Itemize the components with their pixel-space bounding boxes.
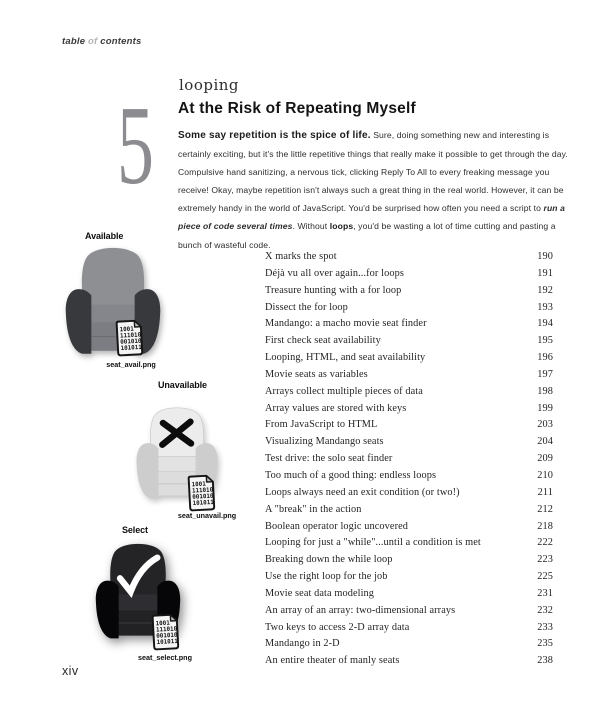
toc-entry-page: 197 (537, 368, 553, 380)
intro-lead-sentence: Some say repetition is the spice of life. (178, 130, 371, 141)
toc-entry-title: Movie seats as variables (265, 368, 368, 380)
toc-row (265, 537, 553, 554)
toc-entry-title: Use the right loop for the job (265, 571, 388, 583)
figure-label-available: Available (85, 231, 124, 241)
toc-row (265, 487, 553, 504)
toc-entry-page: 233 (537, 621, 553, 633)
binary-line: 001010 (120, 338, 142, 346)
intro-bold-word: loops (329, 221, 354, 232)
toc-entry-page: 194 (537, 318, 553, 330)
toc-entry-title: Too much of a good thing: endless loops (265, 469, 437, 481)
toc-entry-title: An entire theater of manly seats (265, 655, 400, 667)
binary-line: 001010 (192, 493, 214, 501)
toc-row (265, 470, 553, 487)
toc-entry-page: 196 (537, 352, 553, 364)
toc-row (265, 419, 553, 436)
toc-entry-page: 232 (537, 604, 553, 616)
binary-file-icon (112, 317, 146, 359)
toc-entry-title: Mandango: a macho movie seat finder (265, 318, 427, 330)
toc-entry-title: Movie seat data modeling (265, 587, 375, 599)
binary-file-icon (148, 611, 182, 653)
toc-row (265, 436, 553, 453)
figure-caption-unavail: seat_unavail.png (177, 511, 237, 520)
toc-row (265, 622, 553, 639)
toc-row (265, 302, 553, 319)
toc-entry-page: 231 (537, 587, 553, 599)
figure-caption-select: seat_select.png (138, 653, 192, 662)
figure-label-select: Select (122, 525, 148, 535)
toc-entry-title: Looping for just a "while"...until a condition is met (265, 537, 481, 549)
toc-row (265, 403, 553, 420)
running-head-contents: contents (100, 36, 142, 47)
binary-file-icon (184, 472, 218, 514)
toc-entry-title: Looping, HTML, and seat availability (265, 352, 426, 364)
running-head-table: table (62, 36, 86, 47)
toc-row (265, 605, 553, 622)
toc-row (265, 369, 553, 386)
toc-entry-title: From JavaScript to HTML (265, 419, 378, 431)
toc-entry-page: 212 (537, 503, 553, 515)
toc-entry-page: 209 (537, 453, 553, 465)
toc-entry-title: X marks the spot (265, 251, 337, 262)
toc-row (265, 352, 553, 369)
intro-emphasis-text: run a piece of code several times (178, 203, 566, 232)
toc-entry-page: 222 (537, 537, 553, 549)
binary-line: 111010 (191, 487, 214, 495)
toc-entry-page: 210 (537, 469, 553, 481)
toc-entry-page: 195 (537, 335, 553, 347)
toc-entry-page: 225 (537, 571, 553, 583)
toc-row (265, 638, 553, 655)
binary-line: 101011 (156, 638, 178, 647)
toc-entry-page: 199 (537, 402, 553, 414)
toc-entry-title: Mandango in 2-D (265, 638, 340, 650)
toc-entry-page: 203 (537, 419, 553, 431)
toc-row (265, 251, 553, 268)
toc-row (265, 588, 553, 605)
toc-entry-title: An array of an array: two-dimensional arrays (265, 604, 456, 616)
intro-body-text: Sure, doing something new and interesting is certainly exciting, but it's the little repetitive things that really make it possible to get through the day. Compulsive hand sanitizing, a nervous tick, clicking Reply To All to every freaking message you receive! Okay, maybe repetition isn't always such a great thing in the real world. However, it can be extremely handy in the world of JavaScript. You'd be surprised how often you need a script to (178, 130, 568, 214)
toc-row (265, 318, 553, 335)
toc-list (265, 251, 553, 672)
toc-entry-title: Breaking down the while loop (265, 554, 393, 566)
binary-line: 1001 (119, 326, 134, 334)
toc-row (265, 521, 553, 538)
toc-entry-page: 238 (537, 655, 553, 667)
toc-row (265, 554, 553, 571)
toc-entry-page: 190 (537, 251, 553, 262)
intro-body-text: , you'd be wasting a lot of time cutting and pasting a bunch of wasteful code. (178, 221, 556, 250)
toc-entry-title: Test drive: the solo seat finder (265, 453, 393, 465)
page-number: xiv (62, 664, 79, 678)
binary-line: 1001 (191, 481, 206, 489)
toc-entry-title: Two keys to access 2-D array data (265, 621, 410, 633)
toc-row (265, 504, 553, 521)
toc-entry-page: 193 (537, 301, 553, 313)
toc-entry-title: Loops always need an exit condition (or two!) (265, 486, 460, 498)
toc-entry-page: 235 (537, 638, 553, 650)
binary-line: 1001 (155, 620, 170, 628)
binary-line: 001010 (156, 632, 178, 640)
toc-entry-title: Treasure hunting with a for loop (265, 284, 402, 296)
toc-row (265, 335, 553, 352)
toc-entry-page: 198 (537, 385, 553, 397)
toc-row (265, 386, 553, 403)
toc-row (265, 268, 553, 285)
figure-caption-avail: seat_avail.png (106, 360, 156, 369)
binary-line: 101011 (120, 344, 142, 353)
chapter-intro (178, 126, 570, 254)
binary-line: 101011 (192, 499, 214, 508)
toc-entry-title: First check seat availability (265, 335, 381, 347)
toc-entry-page: 223 (537, 554, 553, 566)
binary-line: 111010 (119, 332, 142, 340)
toc-entry-title: Déjà vu all over again...for loops (265, 267, 404, 279)
intro-body-text: . Without (292, 221, 330, 232)
toc-entry-page: 191 (537, 267, 553, 279)
running-head (62, 36, 141, 47)
toc-row (265, 453, 553, 470)
toc-entry-title: Arrays collect multiple pieces of data (265, 385, 423, 397)
chapter-number: 5 (117, 84, 154, 208)
toc-entry-title: Visualizing Mandango seats (265, 436, 384, 448)
chapter-title: At the Risk of Repeating Myself (178, 100, 416, 117)
toc-row (265, 655, 553, 672)
toc-entry-title: A "break" in the action (265, 503, 362, 515)
chapter-kicker: looping (179, 76, 240, 94)
figure-label-unavailable: Unavailable (158, 380, 207, 390)
toc-entry-title: Array values are stored with keys (265, 402, 407, 414)
toc-entry-page: 192 (537, 284, 553, 296)
running-head-of: of (88, 36, 98, 47)
toc-entry-page: 211 (537, 486, 553, 498)
toc-row (265, 285, 553, 302)
toc-entry-title: Boolean operator logic uncovered (265, 520, 409, 532)
binary-line: 111010 (155, 626, 178, 634)
toc-entry-page: 218 (537, 520, 553, 532)
toc-entry-page: 204 (537, 436, 553, 448)
toc-row (265, 571, 553, 588)
toc-entry-title: Dissect the for loop (265, 301, 348, 313)
